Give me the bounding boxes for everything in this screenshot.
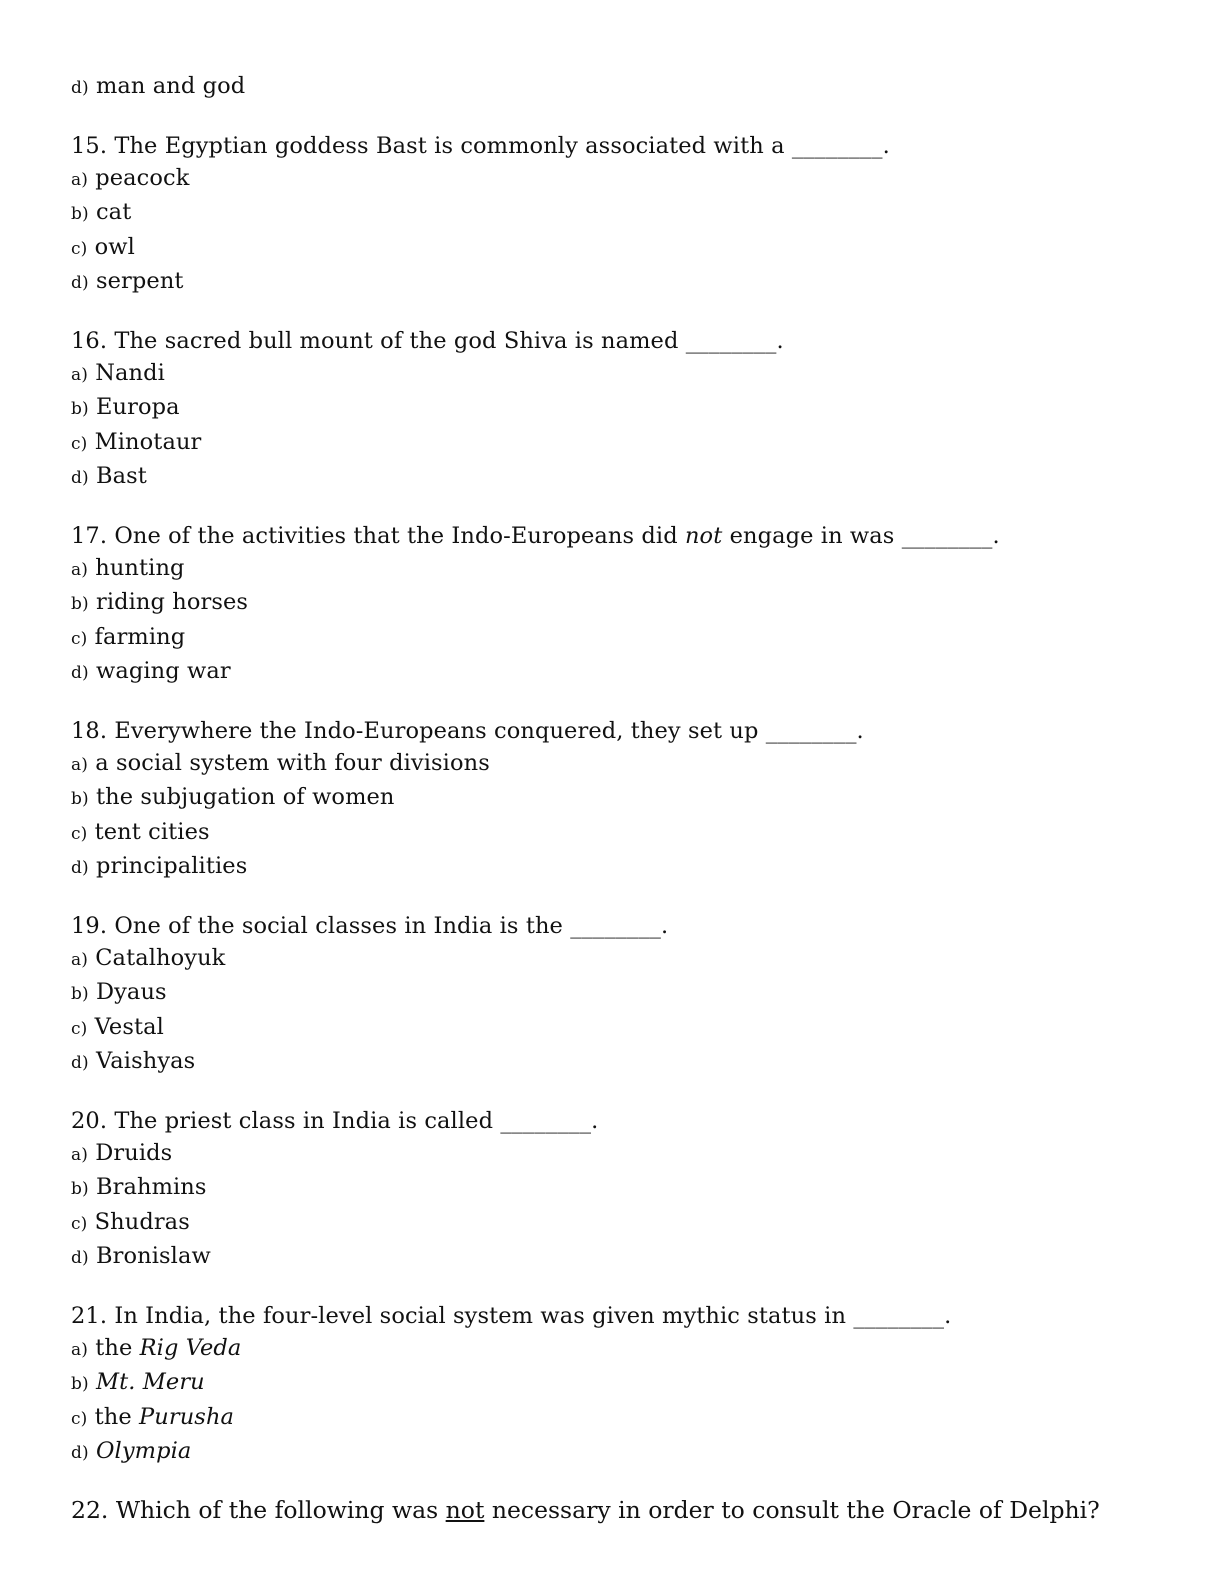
option-title: Purusha bbox=[139, 1403, 235, 1430]
option-b bbox=[71, 196, 1161, 230]
quiz-page bbox=[71, 70, 1161, 1526]
option-c bbox=[71, 426, 1161, 460]
question-stem: 16. The sacred bull mount of the god Shiva is named ________. bbox=[71, 327, 784, 354]
option-b bbox=[71, 976, 1161, 1010]
option-label: b) bbox=[71, 399, 89, 420]
question-stem: 21. In India, the four-level social system was given mythic status in ________. bbox=[71, 1302, 952, 1329]
option-b bbox=[71, 1366, 1161, 1400]
stem-text: 17. One of the activities that the Indo-Europeans did bbox=[71, 522, 685, 549]
option-text: Bast bbox=[95, 462, 147, 489]
option-b bbox=[71, 781, 1161, 815]
stem-emphasis: not bbox=[684, 522, 723, 549]
option-label: a) bbox=[71, 560, 88, 581]
question-stem: 18. Everywhere the Indo-Europeans conquered, they set up ________. bbox=[71, 717, 864, 744]
question-20 bbox=[71, 1105, 1161, 1274]
option-c bbox=[71, 621, 1161, 655]
option-d bbox=[71, 460, 1161, 494]
option-label: d) bbox=[71, 1442, 89, 1463]
option-text: Dyaus bbox=[95, 979, 167, 1006]
question-stem: 20. The priest class in India is called ________. bbox=[71, 1107, 599, 1134]
option-label: c) bbox=[71, 433, 88, 454]
option-text: the subjugation of women bbox=[95, 784, 395, 811]
option-label: b) bbox=[71, 984, 89, 1005]
option-c bbox=[71, 1401, 1161, 1435]
question-stem bbox=[71, 520, 1161, 552]
option-c bbox=[71, 1011, 1161, 1045]
option-c bbox=[71, 816, 1161, 850]
stem-text: engage in was ________. bbox=[722, 522, 1000, 549]
option-label: a) bbox=[71, 1340, 88, 1360]
option-label: a) bbox=[71, 755, 88, 776]
option-text: peacock bbox=[95, 165, 190, 192]
question-21 bbox=[71, 1300, 1161, 1469]
option-text: Brahmins bbox=[95, 1174, 207, 1201]
option-text: waging war bbox=[95, 657, 231, 684]
option-text: farming bbox=[94, 623, 186, 650]
option-label: c) bbox=[71, 1213, 88, 1234]
option-text: Europa bbox=[95, 394, 180, 421]
option-label: d) bbox=[71, 662, 89, 683]
option-text: Bronislaw bbox=[95, 1242, 211, 1269]
question-17 bbox=[71, 520, 1161, 689]
option-label: b) bbox=[71, 1179, 89, 1200]
option-text: owl bbox=[94, 233, 135, 260]
option-d bbox=[71, 1240, 1161, 1274]
option-text: a social system with four divisions bbox=[95, 750, 490, 777]
option-a bbox=[71, 1332, 1161, 1366]
question-15 bbox=[71, 130, 1161, 299]
option-d bbox=[71, 1435, 1161, 1469]
option-label: b) bbox=[71, 1374, 89, 1395]
option-label: d) bbox=[71, 1247, 89, 1268]
question-stem: 19. One of the social classes in India is the ________. bbox=[71, 912, 669, 939]
option-label: c) bbox=[71, 238, 88, 259]
option-a bbox=[71, 162, 1161, 196]
question-16 bbox=[71, 325, 1161, 494]
option-text: the bbox=[95, 1335, 140, 1361]
option-text: Catalhoyuk bbox=[95, 945, 226, 972]
option-label: a) bbox=[71, 365, 88, 386]
question-18 bbox=[71, 715, 1161, 884]
option-text: principalities bbox=[95, 852, 248, 879]
option-text: man and god bbox=[95, 73, 246, 99]
option-label: c) bbox=[71, 628, 88, 649]
option-c bbox=[71, 1206, 1161, 1240]
option-label: c) bbox=[71, 823, 88, 844]
option-d-carryover bbox=[71, 70, 1161, 104]
option-text: cat bbox=[95, 199, 132, 226]
option-a bbox=[71, 552, 1161, 586]
option-label: d) bbox=[71, 467, 89, 488]
option-label: b) bbox=[71, 789, 89, 810]
option-text: Vestal bbox=[94, 1013, 164, 1040]
option-d bbox=[71, 1045, 1161, 1079]
option-label: d) bbox=[71, 857, 89, 878]
option-label: d) bbox=[71, 1052, 89, 1073]
option-label: d) bbox=[71, 78, 89, 98]
stem-emphasis: not bbox=[445, 1496, 485, 1525]
option-label: c) bbox=[71, 1018, 88, 1039]
option-b bbox=[71, 391, 1161, 425]
option-d bbox=[71, 265, 1161, 299]
option-label: a) bbox=[71, 170, 88, 191]
question-22 bbox=[71, 1494, 1161, 1526]
option-text: Druids bbox=[95, 1140, 173, 1167]
option-text: tent cities bbox=[94, 818, 210, 845]
option-label: c) bbox=[71, 1408, 88, 1429]
option-title: Mt. Meru bbox=[95, 1369, 205, 1396]
question-19 bbox=[71, 910, 1161, 1079]
option-label: a) bbox=[71, 1145, 88, 1166]
option-a bbox=[71, 747, 1161, 781]
question-stem: 15. The Egyptian goddess Bast is commonly associated with a ________. bbox=[71, 132, 890, 159]
option-text: Minotaur bbox=[94, 428, 202, 455]
option-text: Vaishyas bbox=[95, 1047, 196, 1074]
option-title: Olympia bbox=[95, 1437, 192, 1464]
option-label: d) bbox=[71, 272, 89, 293]
stem-text: 22. Which of the following was bbox=[71, 1496, 446, 1525]
option-text: the bbox=[94, 1403, 140, 1430]
option-text: hunting bbox=[95, 555, 185, 582]
option-c bbox=[71, 231, 1161, 265]
option-text: riding horses bbox=[95, 589, 249, 616]
option-text: Nandi bbox=[95, 360, 165, 387]
option-b bbox=[71, 1171, 1161, 1205]
option-d bbox=[71, 655, 1161, 689]
option-a bbox=[71, 942, 1161, 976]
option-text: serpent bbox=[95, 267, 184, 294]
option-a bbox=[71, 357, 1161, 391]
option-b bbox=[71, 586, 1161, 620]
option-label: b) bbox=[71, 204, 89, 225]
stem-text: necessary in order to consult the Oracle of Delphi? bbox=[484, 1496, 1100, 1525]
option-title: Rig Veda bbox=[139, 1335, 242, 1361]
option-label: b) bbox=[71, 594, 89, 615]
option-a bbox=[71, 1137, 1161, 1171]
option-d bbox=[71, 850, 1161, 884]
option-label: a) bbox=[71, 950, 88, 971]
option-text: Shudras bbox=[94, 1208, 190, 1235]
